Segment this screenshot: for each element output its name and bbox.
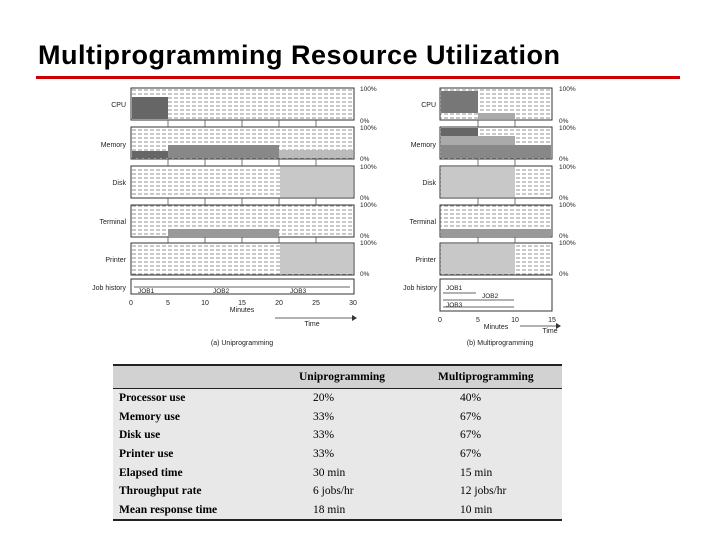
left-memory-top-pct: 100%: [360, 125, 377, 132]
row-multi-value: 67%: [460, 410, 482, 423]
page-title: Multiprogramming Resource Utilization: [38, 40, 561, 70]
left-printer-top-pct: 100%: [360, 240, 377, 247]
right-tick-5: 5: [476, 317, 480, 324]
left-row-label-cpu: CPU: [111, 102, 126, 109]
right-row-label-cpu: CPU: [421, 102, 436, 109]
left-row-label-disk: Disk: [112, 180, 126, 187]
table-header-multiprogramming: Multiprogramming: [438, 365, 562, 389]
right-printer-bottom-pct: 0%: [559, 271, 569, 278]
row-multi-value: 67%: [460, 448, 482, 461]
right-disk-usage: [441, 167, 515, 197]
table-row: [113, 501, 562, 521]
right-time-label: Time: [542, 328, 558, 335]
row-uni-value: 18 min: [299, 501, 438, 521]
left-printer-usage: [280, 244, 353, 274]
table-row: [113, 445, 562, 464]
row-uni-value: 33%: [313, 448, 335, 461]
row-multi-value: 40%: [460, 392, 482, 405]
left-disk-usage: [280, 167, 353, 197]
row-uni-value: 30 min: [313, 466, 346, 479]
right-cpu-top-pct: 100%: [559, 86, 576, 93]
right-cpu-usage-2: [478, 113, 515, 119]
left-cpu-usage: [132, 97, 168, 119]
left-row-label-memory: Memory: [100, 142, 126, 149]
right-job-history-label: Job history: [403, 285, 437, 292]
left-tick-5: 5: [166, 300, 170, 307]
right-terminal-top-pct: 100%: [559, 202, 576, 209]
left-tick-15: 15: [238, 300, 246, 307]
table-row: [113, 408, 562, 427]
comparison-table: [113, 364, 562, 521]
right-row-label-disk: Disk: [422, 180, 436, 187]
row-metric: Printer use: [119, 448, 174, 461]
right-job-label-2: JOB2: [482, 293, 499, 300]
left-memory-usage-3: [279, 150, 353, 158]
left-tick-30: 30: [349, 300, 357, 307]
left-row-label-printer: Printer: [105, 257, 126, 264]
right-memory-usage-2: [441, 136, 515, 145]
right-terminal-bottom-pct: 0%: [559, 233, 569, 240]
right-memory-usage-3: [441, 145, 551, 158]
row-metric: Memory use: [119, 410, 180, 423]
row-metric: Mean response time: [113, 501, 299, 521]
left-memory-usage-1: [132, 151, 168, 158]
right-disk-top-pct: 100%: [559, 164, 576, 171]
left-memory-bottom-pct: 0%: [360, 156, 370, 163]
left-terminal-top-pct: 100%: [360, 202, 377, 209]
row-uni-value: 6 jobs/hr: [313, 485, 354, 498]
left-job-label-1: JOB1: [138, 288, 155, 295]
left-terminal-usage: [168, 229, 279, 236]
row-uni-value: 20%: [313, 392, 335, 405]
left-time-label: Time: [304, 321, 320, 328]
left-terminal-bottom-pct: 0%: [360, 233, 370, 240]
table-header-row: [113, 365, 562, 389]
table-row: [113, 389, 562, 408]
left-cpu-top-pct: 100%: [360, 86, 377, 93]
right-caption: (b) Multiprogramming: [466, 340, 534, 347]
right-tick-10: 10: [511, 317, 519, 324]
right-memory-bottom-pct: 0%: [559, 156, 569, 163]
row-multi-value: 15 min: [460, 466, 493, 479]
left-tick-25: 25: [312, 300, 320, 307]
right-row-label-terminal: Terminal: [409, 219, 436, 226]
left-job-label-2: JOB2: [213, 288, 230, 295]
left-caption: (a) Uniprogramming: [210, 340, 274, 347]
right-job-label-1: JOB1: [446, 285, 463, 292]
right-terminal-usage: [441, 229, 551, 236]
left-panel: [92, 86, 377, 347]
right-printer-top-pct: 100%: [559, 240, 576, 247]
right-row-label-printer: Printer: [415, 257, 436, 264]
left-disk-bottom-pct: 0%: [360, 195, 370, 202]
row-multi-value: 67%: [460, 429, 482, 442]
right-panel: [403, 86, 576, 347]
row-multi-value: 10 min: [438, 501, 562, 521]
right-memory-top-pct: 100%: [559, 125, 576, 132]
right-printer-usage: [441, 244, 515, 274]
left-time-arrowhead: [352, 315, 357, 321]
left-tick-20: 20: [275, 300, 283, 307]
left-axis-label: Minutes: [229, 307, 255, 314]
right-row-label-memory: Memory: [410, 142, 436, 149]
right-tick-15: 15: [548, 317, 556, 324]
table-row: [113, 426, 562, 445]
row-metric: Processor use: [119, 392, 186, 405]
table-header-uniprogramming: Uniprogramming: [299, 365, 438, 389]
row-metric: Throughput rate: [119, 485, 202, 498]
left-job-label-3: JOB3: [290, 288, 307, 295]
left-tick-10: 10: [201, 300, 209, 307]
row-uni-value: 33%: [313, 410, 335, 423]
left-tick-0: 0: [129, 300, 133, 307]
right-job-label-3: JOB3: [446, 302, 463, 309]
left-memory-usage-2: [168, 145, 279, 158]
table-row: [113, 463, 562, 482]
left-cpu-bottom-pct: 0%: [360, 118, 370, 125]
right-memory-usage-1: [441, 128, 478, 136]
left-job-history-label: Job history: [92, 285, 126, 292]
row-metric: Disk use: [119, 429, 161, 442]
right-axis-label: Minutes: [483, 324, 509, 331]
right-disk-bottom-pct: 0%: [559, 195, 569, 202]
row-multi-value: 12 jobs/hr: [460, 485, 507, 498]
left-row-label-terminal: Terminal: [99, 219, 126, 226]
table-row: [113, 482, 562, 501]
left-job-history-box: [131, 279, 354, 294]
row-uni-value: 33%: [313, 429, 335, 442]
row-metric: Elapsed time: [119, 466, 183, 479]
table-header-metric: [113, 365, 299, 389]
left-printer-bottom-pct: 0%: [360, 271, 370, 278]
right-tick-0: 0: [438, 317, 442, 324]
right-cpu-bottom-pct: 0%: [559, 118, 569, 125]
right-cpu-usage-1: [441, 91, 478, 113]
left-disk-top-pct: 100%: [360, 164, 377, 171]
